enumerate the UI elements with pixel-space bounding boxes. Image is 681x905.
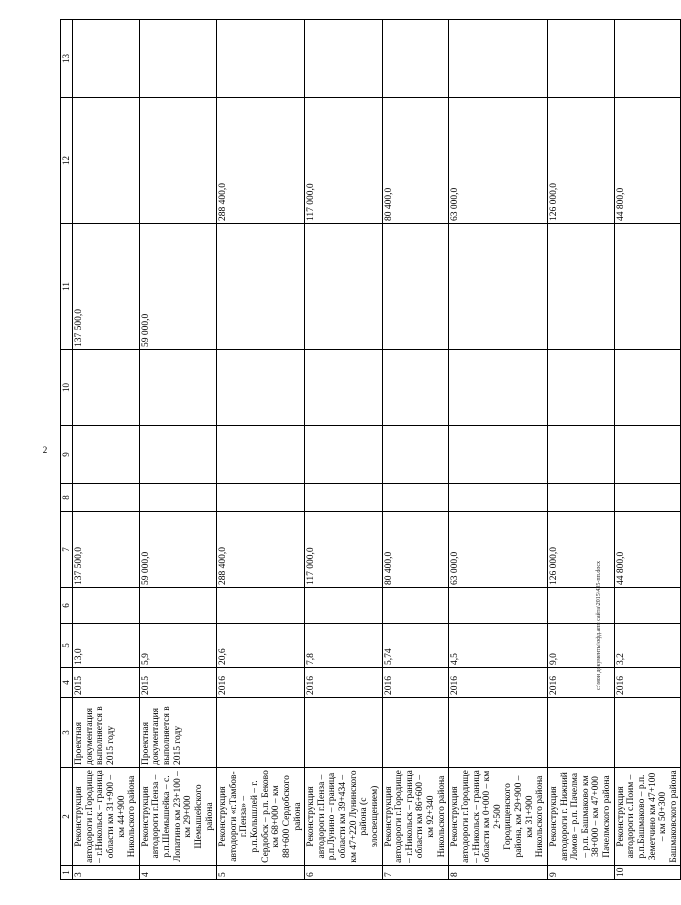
length-km-cell: 20,6 [217, 624, 305, 668]
header-cell: 1 [61, 866, 73, 880]
header-cell: 10 [61, 350, 73, 426]
col-8-cell [217, 484, 305, 512]
documentation-status-cell [614, 698, 681, 768]
col-8-cell [139, 484, 216, 512]
col-9-cell [73, 426, 140, 484]
col-9-cell [139, 426, 216, 484]
col-13-cell [449, 20, 548, 98]
col-9-cell [382, 426, 449, 484]
year-cell: 2015 [139, 668, 216, 698]
col-13-cell [139, 20, 216, 98]
col-11-cell [547, 224, 614, 350]
object-name-cell: Реконструкция автодороги г.Пенза – р.п.Лунино – граница области км 39+434 – км 47+220 Лунинского района (с элосвещением) [305, 768, 382, 866]
col-6-cell [449, 588, 548, 624]
col-10-cell [382, 350, 449, 426]
row-number-cell: 9 [547, 866, 614, 880]
col-10-cell [449, 350, 548, 426]
col-7-cell: 117 000,0 [305, 512, 382, 588]
col-7-cell: 137 500,0 [73, 512, 140, 588]
documentation-status-cell [217, 698, 305, 768]
col-12-cell: 44 800,0 [614, 98, 681, 224]
col-6-cell [382, 588, 449, 624]
col-7-cell: 63 000,0 [449, 512, 548, 588]
year-cell: 2016 [614, 668, 681, 698]
table-row [305, 20, 382, 880]
documentation-status-cell [547, 698, 614, 768]
col-10-cell [139, 350, 216, 426]
col-12-cell: 80 400,0 [382, 98, 449, 224]
document-page [60, 20, 679, 880]
col-6-cell [614, 588, 681, 624]
col-10-cell [547, 350, 614, 426]
col-9-cell [449, 426, 548, 484]
col-11-cell [305, 224, 382, 350]
col-11-cell [217, 224, 305, 350]
table-row [614, 20, 681, 880]
col-6-cell [73, 588, 140, 624]
col-8-cell [547, 484, 614, 512]
documentation-status-cell: Проектная документация выполняется в 2015 году [139, 698, 216, 768]
col-9-cell [305, 426, 382, 484]
col-6-cell [139, 588, 216, 624]
table-row [382, 20, 449, 880]
col-8-cell [382, 484, 449, 512]
header-cell: 7 [61, 512, 73, 588]
roads-table [60, 19, 681, 880]
col-7-cell: 126 000,0 [547, 512, 614, 588]
col-11-cell: 137 500,0 [73, 224, 140, 350]
row-number-cell: 7 [382, 866, 449, 880]
header-cell: 9 [61, 426, 73, 484]
table-row [217, 20, 305, 880]
col-11-cell [449, 224, 548, 350]
year-cell: 2015 [73, 668, 140, 698]
file-path-footer: c:\мои документы\офд.апп сайта\2015\435-пп.docx [596, 561, 602, 690]
object-name-cell: Реконструкция автодороги «г.Тамбов-г.Пенза» – р.п.Колышлей – г. Сердобск – р.п. Беково км 68+000 – км 88+600 Сердобского района [217, 768, 305, 866]
documentation-status-cell: Проектная документация выполняется в 2015 году [73, 698, 140, 768]
col-8-cell [449, 484, 548, 512]
year-cell: 2016 [217, 668, 305, 698]
length-km-cell: 9,0 [547, 624, 614, 668]
col-11-cell [614, 224, 681, 350]
col-13-cell [305, 20, 382, 98]
col-6-cell [217, 588, 305, 624]
header-cell: 5 [61, 624, 73, 668]
object-name-cell: Реконструкция автодороги г.Пенза – р.п.Шемышейка – с. Лопатино км 23+100 – км 29+000 Шемышейского района [139, 768, 216, 866]
col-11-cell [382, 224, 449, 350]
header-cell: 11 [61, 224, 73, 350]
row-number-cell: 4 [139, 866, 216, 880]
col-12-cell: 63 000,0 [449, 98, 548, 224]
col-12-cell [139, 98, 216, 224]
row-number-cell: 5 [217, 866, 305, 880]
row-number-cell: 3 [73, 866, 140, 880]
header-cell: 12 [61, 98, 73, 224]
length-km-cell: 4,5 [449, 624, 548, 668]
col-11-cell: 59 000,0 [139, 224, 216, 350]
object-name-cell: Реконструкция автодороги с.Поим – р.п.Башмаково – р.п. Земетчино км 47+100 – км 50+300 Башмаковского района [614, 768, 681, 866]
header-row [61, 20, 73, 880]
col-10-cell [305, 350, 382, 426]
col-8-cell [614, 484, 681, 512]
col-6-cell [547, 588, 614, 624]
table-row [547, 20, 614, 880]
header-cell: 13 [61, 20, 73, 98]
length-km-cell: 7,8 [305, 624, 382, 668]
col-9-cell [547, 426, 614, 484]
header-cell: 4 [61, 668, 73, 698]
object-name-cell: Реконструкция автодороги г.Городище – г.Никольск – граница области км 86+600 – км 92+340 Никольского района [382, 768, 449, 866]
col-10-cell [73, 350, 140, 426]
col-6-cell [305, 588, 382, 624]
col-7-cell: 80 400,0 [382, 512, 449, 588]
col-13-cell [614, 20, 681, 98]
col-10-cell [614, 350, 681, 426]
length-km-cell: 3,2 [614, 624, 681, 668]
col-7-cell: 59 000,0 [139, 512, 216, 588]
col-9-cell [614, 426, 681, 484]
col-7-cell: 44 800,0 [614, 512, 681, 588]
year-cell: 2016 [305, 668, 382, 698]
length-km-cell: 5,9 [139, 624, 216, 668]
col-8-cell [305, 484, 382, 512]
length-km-cell: 5,74 [382, 624, 449, 668]
col-12-cell [73, 98, 140, 224]
year-cell: 2016 [547, 668, 614, 698]
row-number-cell: 8 [449, 866, 548, 880]
col-13-cell [547, 20, 614, 98]
col-12-cell: 117 000,0 [305, 98, 382, 224]
rotated-table-container [60, 20, 679, 880]
object-name-cell: Реконструкция автодороги г.Городище – г.Никольск – граница области км 31+900 – км 44+900 Никольского района [73, 768, 140, 866]
documentation-status-cell [382, 698, 449, 768]
documentation-status-cell [449, 698, 548, 768]
header-cell: 2 [61, 768, 73, 866]
length-km-cell: 13,0 [73, 624, 140, 668]
col-13-cell [217, 20, 305, 98]
header-cell: 3 [61, 698, 73, 768]
col-8-cell [73, 484, 140, 512]
col-13-cell [382, 20, 449, 98]
col-7-cell: 288 400,0 [217, 512, 305, 588]
header-cell: 8 [61, 484, 73, 512]
table-row [449, 20, 548, 880]
page-number: 2 [42, 445, 48, 455]
col-12-cell: 126 000,0 [547, 98, 614, 224]
table-row [73, 20, 140, 880]
documentation-status-cell [305, 698, 382, 768]
object-name-cell: Реконструкция автодороги г.Городище – г.Никольск – граница области км 0+000 – км 2+500 Городищенского района, км 29+900 – км 31+900 Никольского района [449, 768, 548, 866]
col-10-cell [217, 350, 305, 426]
header-cell: 6 [61, 588, 73, 624]
col-9-cell [217, 426, 305, 484]
year-cell: 2016 [449, 668, 548, 698]
col-13-cell [73, 20, 140, 98]
table-row [139, 20, 216, 880]
object-name-cell: Реконструкция автодороги г. Нижний Ломов – р.п. Пачелма – р.п. Башмаково км 38+000 – км 47+000 Пачелмского района [547, 768, 614, 866]
col-12-cell: 288 400,0 [217, 98, 305, 224]
year-cell: 2016 [382, 668, 449, 698]
row-number-cell: 6 [305, 866, 382, 880]
row-number-cell: 10 [614, 866, 681, 880]
